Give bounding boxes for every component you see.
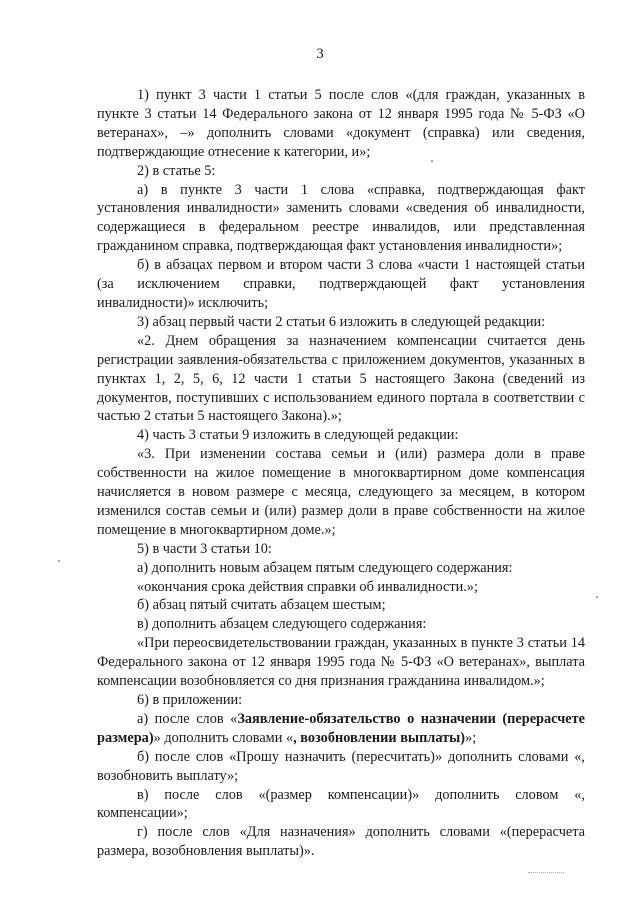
page-number: 3	[316, 46, 324, 62]
scan-speck	[596, 596, 598, 598]
paragraph: «2. Днем обращения за назначением компенсации считается день регистрации заявления-обязательства с приложением документов, указанных в пунктах 1, 2, 5, 6, 12 части 1 статьи 5 настоящего Закона (сведений из документов, поступивших с использованием единого портала в соответствии с частью 2 статьи 5 настоящего Закона).»;	[97, 332, 585, 425]
paragraph-with-bold	[97, 710, 585, 748]
paragraph: в) после слов «(размер компенсации)» дополнить словом «, компенсации»;	[97, 786, 585, 822]
scan-speck	[58, 560, 60, 562]
paragraph: 2) в статье 5:	[137, 162, 216, 179]
paragraph: б) абзац пятый считать абзацем шестым;	[137, 597, 386, 614]
paragraph: 5) в части 3 статьи 10:	[137, 540, 272, 557]
scan-speck	[431, 160, 433, 162]
paragraph: «При переосвидетельствовании граждан, указанных в пункте 3 статьи 14 Федерального закона от 12 января 1995 года № 5-ФЗ «О ветеранах», выплата компенсации возобновляется со дня признания гражданина инвалидом.»;	[97, 635, 585, 690]
paragraph: г) после слов «Для назначения» дополнить словами «(перерасчета размера, возобновления выплаты)».	[97, 824, 585, 860]
text-run: » дополнить словами «	[153, 729, 294, 746]
paragraph: а) в пункте 3 части 1 слова «справка, подтверждающая факт установления инвалидности» заменить словами «сведения об инвалидности, содержащиеся в федеральном реестре инвалидов, или представленная гражданином справка, подтверждающая факт установления инвалидности»;	[97, 181, 585, 255]
scan-mark	[528, 864, 564, 873]
paragraph: 1) пункт 3 части 1 статьи 5 после слов «(для граждан, указанных в пункте 3 статьи 14 Федерального закона от 12 января 1995 года № 5-ФЗ «О ветеранах», –» дополнить словами «документ (справка) или сведения, подтверждающие отнесение к категории, и»;	[97, 87, 585, 160]
document-body	[97, 86, 585, 861]
paragraph: 3) абзац первый части 2 статьи 6 изложить в следующей редакции:	[137, 313, 546, 330]
paragraph: б) в абзацах первом и втором части 3 слова «части 1 настоящей статьи (за исключением справки, подтверждающей факт установления инвалидности)» исключить;	[97, 257, 585, 311]
paragraph: в) дополнить абзацем следующего содержания:	[137, 616, 427, 633]
bold-text: , возобновлении выплаты)	[293, 729, 466, 746]
paragraph: а) дополнить новым абзацем пятым следующего содержания:	[137, 559, 513, 576]
bold-text: Заявление-обязательство о назначении (перерасчете размера)	[97, 710, 585, 746]
paragraph: 6) в приложении:	[137, 692, 243, 708]
paragraph: 4) часть 3 статьи 9 изложить в следующей редакции:	[137, 427, 459, 444]
paragraph: «3. При изменении состава семьи и (или) размера доли в праве собственности на жилое помещение в многоквартирном доме компенсация начисляется в новом размере с месяца, следующего за месяцем, в котором изменился состав семьи и (или) размер доли в праве собственности на жилое помещение в многоквартирном доме.»;	[97, 446, 585, 538]
paragraph: «окончания срока действия справки об инвалидности.»;	[137, 578, 478, 595]
paragraph: б) после слов «Прошу назначить (пересчитать)» дополнить словами «, возобновить выплату»;	[97, 748, 585, 784]
text-run: а) после слов «	[137, 710, 238, 727]
text-run: »;	[465, 729, 477, 746]
